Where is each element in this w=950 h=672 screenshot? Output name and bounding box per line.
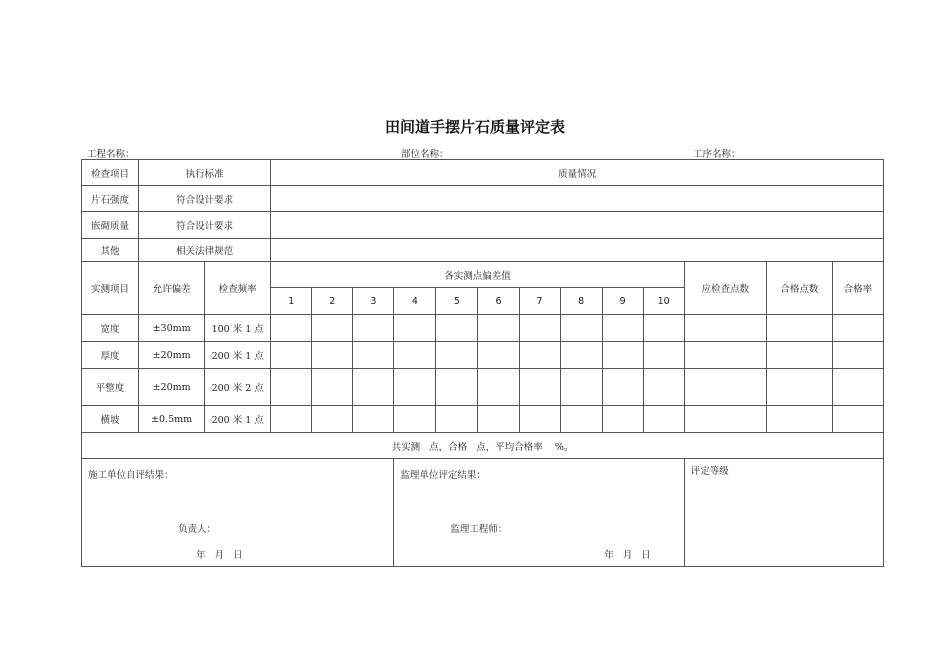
measure-frequency: 200 米 1 点 xyxy=(205,406,271,433)
point-number: 3 xyxy=(353,288,394,315)
quality-evaluation-table xyxy=(81,159,884,567)
pass-rate-cell[interactable] xyxy=(832,342,883,369)
grade-section[interactable] xyxy=(684,459,883,567)
deviation-cell[interactable] xyxy=(312,406,353,433)
page-title: 田间道手摆片石质量评定表 xyxy=(384,118,565,136)
points-required-cell[interactable] xyxy=(684,369,766,406)
point-number: 10 xyxy=(643,288,684,315)
supervisor-person-label: 监理工程师： xyxy=(450,524,508,535)
point-number: 9 xyxy=(602,288,643,315)
quality-cell[interactable] xyxy=(271,186,884,212)
deviation-cell[interactable] xyxy=(519,342,560,369)
deviation-cell[interactable] xyxy=(560,406,602,433)
deviation-cell[interactable] xyxy=(394,315,436,342)
supervisor-heading: 监理单位评定结果： xyxy=(400,470,486,481)
supervisor-date: 年 月 日 xyxy=(604,550,651,561)
point-number: 4 xyxy=(394,288,436,315)
point-number: 1 xyxy=(271,288,312,315)
deviation-cell[interactable] xyxy=(519,315,560,342)
deviation-cell[interactable] xyxy=(643,315,684,342)
measure-header-row xyxy=(82,262,884,288)
deviation-cell[interactable] xyxy=(560,315,602,342)
measure-tolerance: ±20mm xyxy=(139,369,205,406)
deviation-cell[interactable] xyxy=(560,369,602,406)
deviation-cell[interactable] xyxy=(643,342,684,369)
deviation-cell[interactable] xyxy=(602,406,643,433)
point-number: 2 xyxy=(312,288,353,315)
points-required-header: 应检查点数 xyxy=(684,262,766,315)
summary-text: 共实测 点，合格 点，平均合格率 %。 xyxy=(82,433,884,459)
deviation-cell[interactable] xyxy=(436,406,478,433)
deviation-cell[interactable] xyxy=(312,315,353,342)
inspection-standard: 相关法律规范 xyxy=(139,239,271,262)
measure-row xyxy=(82,369,884,406)
tolerance-header: 允许偏差 xyxy=(139,262,205,315)
deviation-cell[interactable] xyxy=(312,369,353,406)
deviation-cell[interactable] xyxy=(478,315,519,342)
points-required-cell[interactable] xyxy=(684,315,766,342)
deviation-cell[interactable] xyxy=(643,369,684,406)
point-number: 7 xyxy=(519,288,560,315)
inspection-item: 片石强度 xyxy=(82,186,139,212)
process-name-label: 工序名称： xyxy=(693,149,741,160)
deviation-cell[interactable] xyxy=(602,342,643,369)
deviation-cell[interactable] xyxy=(560,342,602,369)
measure-tolerance: ±0.5mm xyxy=(139,406,205,433)
pass-rate-cell[interactable] xyxy=(832,369,883,406)
deviation-cell[interactable] xyxy=(519,406,560,433)
inspection-row xyxy=(82,186,884,212)
deviation-cell[interactable] xyxy=(602,315,643,342)
grade-heading: 评定等级 xyxy=(690,466,729,477)
deviation-cell[interactable] xyxy=(394,406,436,433)
deviation-cell[interactable] xyxy=(394,342,436,369)
part-name-label: 部位名称： xyxy=(401,149,449,160)
deviation-cell[interactable] xyxy=(353,369,394,406)
supervisor-section[interactable] xyxy=(394,459,684,567)
measure-item: 横坡 xyxy=(82,406,139,433)
contractor-person-label: 负责人： xyxy=(178,524,217,535)
measure-frequency: 200 米 1 点 xyxy=(205,342,271,369)
points-passed-cell[interactable] xyxy=(766,406,832,433)
inspection-item: 其他 xyxy=(82,239,139,262)
deviation-cell[interactable] xyxy=(436,369,478,406)
deviation-cell[interactable] xyxy=(478,406,519,433)
measure-item: 厚度 xyxy=(82,342,139,369)
measure-frequency: 100 米 1 点 xyxy=(205,315,271,342)
measure-item: 宽度 xyxy=(82,315,139,342)
point-number: 8 xyxy=(560,288,602,315)
points-passed-cell[interactable] xyxy=(766,369,832,406)
measure-item-header: 实测项目 xyxy=(82,262,139,315)
deviation-cell[interactable] xyxy=(271,342,312,369)
inspection-item: 嵌砌质量 xyxy=(82,212,139,239)
quality-cell[interactable] xyxy=(271,212,884,239)
contractor-section[interactable] xyxy=(82,459,394,567)
inspection-row xyxy=(82,239,884,262)
inspection-standard: 符合设计要求 xyxy=(139,186,271,212)
pass-rate-header: 合格率 xyxy=(832,262,883,315)
points-required-cell[interactable] xyxy=(684,342,766,369)
inspection-row xyxy=(82,212,884,239)
deviation-cell[interactable] xyxy=(271,406,312,433)
inspection-item-header: 检查项目 xyxy=(82,160,139,186)
measure-tolerance: ±30mm xyxy=(139,315,205,342)
deviation-cell[interactable] xyxy=(312,342,353,369)
measure-row xyxy=(82,406,884,433)
measure-row xyxy=(82,342,884,369)
points-passed-cell[interactable] xyxy=(766,342,832,369)
standard-header: 执行标准 xyxy=(139,160,271,186)
pass-rate-cell[interactable] xyxy=(832,406,883,433)
deviation-cell[interactable] xyxy=(519,369,560,406)
deviation-cell[interactable] xyxy=(478,369,519,406)
deviations-header: 各实测点偏差值 xyxy=(271,262,684,288)
pass-rate-cell[interactable] xyxy=(832,315,883,342)
point-number: 5 xyxy=(436,288,478,315)
measure-tolerance: ±20mm xyxy=(139,342,205,369)
points-passed-cell[interactable] xyxy=(766,315,832,342)
measure-row xyxy=(82,315,884,342)
deviation-cell[interactable] xyxy=(271,315,312,342)
deviation-cell[interactable] xyxy=(436,315,478,342)
deviation-cell[interactable] xyxy=(436,342,478,369)
points-passed-header: 合格点数 xyxy=(766,262,832,315)
contractor-heading: 施工单位自评结果： xyxy=(88,470,174,481)
deviation-cell[interactable] xyxy=(394,369,436,406)
contractor-date: 年 月 日 xyxy=(196,550,243,561)
deviation-cell[interactable] xyxy=(271,369,312,406)
measure-frequency: 200 米 2 点 xyxy=(205,369,271,406)
deviation-cell[interactable] xyxy=(643,406,684,433)
measure-item: 平整度 xyxy=(82,369,139,406)
summary-row xyxy=(82,433,884,459)
frequency-header: 检查频率 xyxy=(205,262,271,315)
deviation-cell[interactable] xyxy=(353,315,394,342)
inspection-header-row xyxy=(82,160,884,186)
inspection-standard: 符合设计要求 xyxy=(139,212,271,239)
quality-cell[interactable] xyxy=(271,239,884,262)
deviation-cell[interactable] xyxy=(353,406,394,433)
deviation-cell[interactable] xyxy=(353,342,394,369)
signature-row xyxy=(82,459,884,567)
project-name-label: 工程名称： xyxy=(87,149,135,160)
points-required-cell[interactable] xyxy=(684,406,766,433)
point-number: 6 xyxy=(478,288,519,315)
deviation-cell[interactable] xyxy=(602,369,643,406)
quality-header: 质量情况 xyxy=(271,160,884,186)
deviation-cell[interactable] xyxy=(478,342,519,369)
